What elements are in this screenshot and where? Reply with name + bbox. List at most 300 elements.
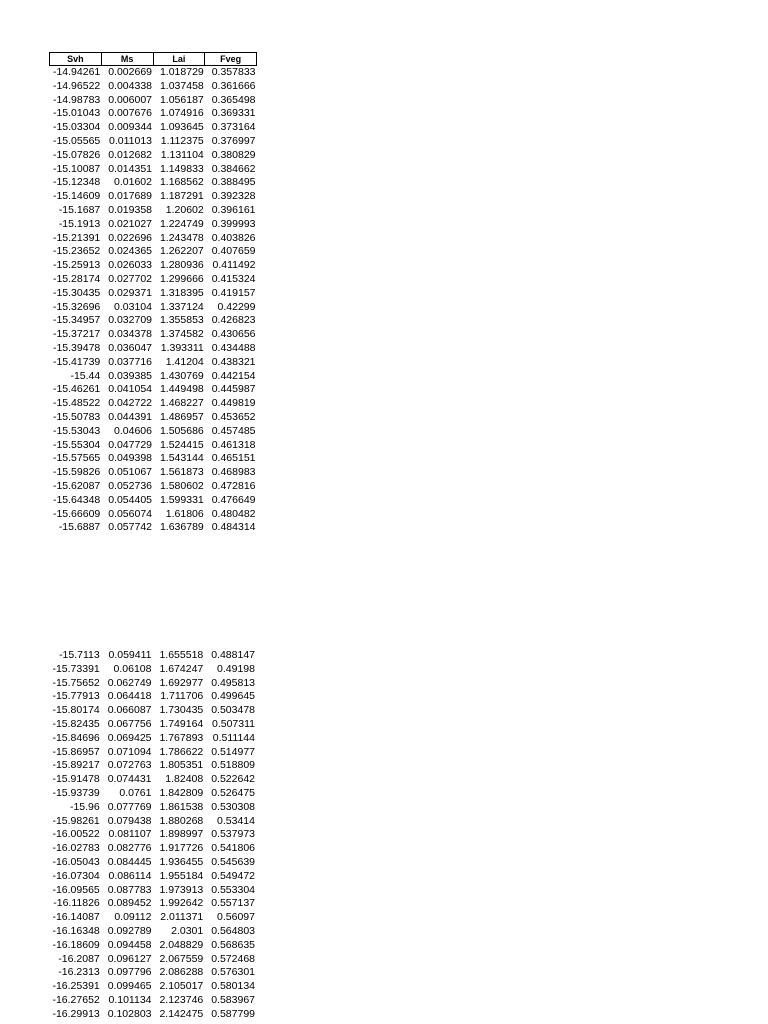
cell-svh[interactable]: -15.89217 [52, 759, 100, 772]
cell-lai[interactable]: 1.318395 [159, 286, 204, 299]
cell-svh[interactable]: -15.53043 [52, 424, 101, 437]
cell-lai[interactable]: 1.842809 [159, 787, 204, 800]
table-row [50, 259, 257, 273]
cell-fveg[interactable]: 0.461318 [211, 438, 256, 451]
cell-lai[interactable]: 2.123746 [159, 994, 204, 1007]
cell-lai[interactable]: 1.149833 [159, 162, 204, 175]
cell-lai[interactable]: 2.067559 [159, 952, 204, 965]
cell-ms[interactable]: 0.032709 [108, 314, 152, 327]
cell-fveg[interactable]: 0.419157 [211, 286, 256, 299]
cell-lai[interactable]: 1.168562 [159, 176, 204, 189]
column-header-svh[interactable]: Svh [50, 53, 102, 66]
table-row [49, 704, 256, 718]
cell-fveg[interactable]: 0.403826 [211, 231, 256, 244]
cell-lai[interactable]: 1.655518 [159, 649, 204, 662]
cell-lai[interactable]: 1.898997 [159, 828, 204, 841]
cell-lai[interactable]: 1.468227 [159, 397, 204, 410]
table-row [49, 897, 256, 911]
cell-lai[interactable]: 1.880268 [159, 814, 204, 827]
cell-svh[interactable]: -15.77913 [52, 690, 100, 703]
cell-ms[interactable]: 0.092789 [107, 925, 152, 938]
data-table-top [49, 52, 257, 535]
table-row [49, 842, 256, 856]
table-row [50, 425, 257, 439]
cell-ms[interactable]: 0.002669 [108, 66, 152, 78]
cell-lai[interactable]: 2.048829 [159, 938, 204, 951]
cell-ms[interactable]: 0.014351 [108, 162, 152, 175]
cell-lai[interactable]: 1.131104 [160, 148, 204, 161]
cell-svh[interactable]: -16.02783 [52, 842, 100, 855]
cell-ms[interactable]: 0.077769 [107, 800, 152, 813]
cell-svh[interactable]: -15.44 [70, 369, 101, 382]
cell-fveg[interactable]: 0.369331 [211, 107, 256, 120]
cell-fveg[interactable]: 0.514977 [211, 745, 255, 758]
cell-svh[interactable]: -15.21391 [52, 231, 101, 244]
cell-lai[interactable]: 1.449498 [159, 383, 204, 396]
cell-ms[interactable]: 0.021027 [108, 217, 152, 230]
cell-lai[interactable]: 1.973913 [159, 883, 204, 896]
cell-lai[interactable]: 1.992642 [159, 897, 204, 910]
cell-ms[interactable]: 0.072763 [107, 759, 152, 772]
cell-ms[interactable]: 0.062749 [107, 676, 152, 689]
cell-fveg[interactable]: 0.468983 [211, 466, 256, 479]
cell-svh[interactable]: -15.7113 [59, 649, 100, 662]
cell-svh[interactable]: -15.84696 [52, 731, 100, 744]
cell-svh[interactable]: -15.55304 [52, 438, 101, 451]
cell-svh[interactable]: -15.82435 [52, 718, 100, 731]
cell-svh[interactable]: -15.6887 [58, 521, 101, 534]
table-row [49, 649, 256, 663]
cell-svh[interactable]: -15.46261 [52, 383, 101, 396]
data-table-bottom [49, 649, 256, 1022]
cell-fveg[interactable]: 0.495813 [211, 676, 255, 689]
table-row [49, 773, 256, 787]
table-row [50, 342, 257, 356]
cell-svh[interactable]: -15.05565 [52, 134, 101, 147]
table-row [49, 980, 256, 994]
table-row [50, 135, 257, 149]
cell-fveg[interactable]: 0.442154 [211, 369, 256, 382]
cell-fveg[interactable]: 0.583967 [211, 994, 255, 1007]
cell-lai[interactable]: 1.805351 [159, 759, 204, 772]
cell-lai[interactable]: 1.767893 [159, 731, 204, 744]
cell-svh[interactable]: -15.32696 [52, 300, 101, 313]
table-body-top [50, 66, 257, 536]
cell-fveg[interactable]: 0.541806 [211, 842, 255, 855]
cell-svh[interactable]: -15.01043 [52, 107, 101, 120]
cell-ms[interactable]: 0.041054 [108, 383, 152, 396]
cell-svh[interactable]: -16.27652 [52, 994, 100, 1007]
cell-fveg[interactable]: 0.392328 [211, 190, 256, 203]
cell-fveg[interactable]: 0.361666 [211, 79, 256, 92]
table-row [50, 204, 257, 218]
cell-fveg[interactable]: 0.572468 [211, 952, 255, 965]
cell-lai[interactable]: 1.692977 [159, 676, 204, 689]
cell-fveg[interactable]: 0.576301 [211, 966, 255, 979]
cell-ms[interactable]: 0.09112 [114, 911, 152, 924]
cell-lai[interactable]: 2.142475 [159, 1007, 204, 1020]
cell-lai[interactable]: 1.61806 [165, 507, 204, 520]
cell-ms[interactable]: 0.052736 [108, 479, 152, 492]
cell-svh[interactable]: -15.39478 [52, 341, 101, 354]
table-row [49, 856, 256, 870]
cell-svh[interactable]: -16.25391 [52, 980, 100, 993]
cell-fveg[interactable]: 0.426823 [211, 314, 256, 327]
cell-svh[interactable]: -14.98783 [52, 93, 101, 106]
cell-svh[interactable]: -15.57565 [52, 452, 101, 465]
table-row [50, 176, 257, 190]
cell-fveg[interactable]: 0.415324 [211, 272, 256, 285]
cell-svh[interactable]: -16.14087 [52, 911, 100, 924]
cell-svh[interactable]: -15.73391 [52, 662, 100, 675]
cell-lai[interactable]: 2.0301 [171, 925, 204, 938]
cell-svh[interactable]: -16.07304 [52, 869, 100, 882]
cell-lai[interactable]: 1.224749 [159, 217, 204, 230]
table-row [49, 815, 256, 829]
cell-ms[interactable]: 0.009344 [108, 121, 152, 134]
page-gap [49, 535, 256, 649]
cell-fveg[interactable]: 0.557137 [211, 897, 255, 910]
cell-svh[interactable]: -15.80174 [52, 704, 100, 717]
cell-lai[interactable]: 1.861538 [159, 800, 204, 813]
cell-fveg[interactable]: 0.465151 [211, 452, 256, 465]
cell-ms[interactable]: 0.044391 [108, 410, 152, 423]
cell-ms[interactable]: 0.079438 [107, 814, 152, 827]
cell-lai[interactable]: 1.430769 [159, 369, 204, 382]
cell-fveg[interactable]: 0.438321 [211, 355, 256, 368]
cell-fveg[interactable]: 0.407659 [211, 245, 256, 258]
cell-lai[interactable]: 1.299666 [159, 272, 204, 285]
cell-ms[interactable]: 0.051067 [108, 466, 152, 479]
cell-fveg[interactable]: 0.373164 [211, 121, 256, 134]
table-row [50, 411, 257, 425]
cell-ms[interactable]: 0.037716 [108, 355, 152, 368]
cell-svh[interactable]: -15.07826 [52, 148, 101, 161]
table-row [50, 163, 257, 177]
cell-ms[interactable]: 0.057742 [108, 521, 152, 534]
cell-fveg[interactable]: 0.42299 [217, 300, 256, 313]
cell-lai[interactable]: 1.056187 [159, 93, 204, 106]
cell-svh[interactable]: -14.94261 [52, 66, 101, 78]
table-body-bottom [49, 649, 256, 1022]
cell-lai[interactable]: 1.524415 [159, 438, 204, 451]
cell-svh[interactable]: -15.59826 [52, 466, 101, 479]
cell-ms[interactable]: 0.027702 [108, 272, 152, 285]
cell-ms[interactable]: 0.011013 [108, 134, 152, 147]
cell-fveg[interactable]: 0.476649 [211, 493, 256, 506]
cell-fveg[interactable]: 0.503478 [211, 704, 255, 717]
cell-fveg[interactable]: 0.568635 [211, 938, 255, 951]
cell-ms[interactable]: 0.004338 [108, 79, 152, 92]
cell-svh[interactable]: -15.25913 [52, 259, 101, 272]
cell-svh[interactable]: -16.29913 [52, 1007, 100, 1020]
cell-lai[interactable]: 1.41204 [165, 355, 204, 368]
cell-svh[interactable]: -15.34957 [52, 314, 101, 327]
cell-fveg[interactable]: 0.380829 [211, 148, 256, 161]
cell-ms[interactable]: 0.012682 [108, 148, 152, 161]
cell-ms[interactable]: 0.082776 [107, 842, 152, 855]
cell-ms[interactable]: 0.024365 [108, 245, 152, 258]
cell-svh[interactable]: -15.12348 [52, 176, 101, 189]
cell-fveg[interactable]: 0.545639 [211, 856, 255, 869]
cell-lai[interactable]: 1.374582 [159, 328, 204, 341]
cell-lai[interactable]: 1.187291 [159, 190, 204, 203]
cell-svh[interactable]: -15.66609 [52, 507, 101, 520]
cell-fveg[interactable]: 0.388495 [211, 176, 256, 189]
cell-fveg[interactable]: 0.580134 [211, 980, 255, 993]
cell-svh[interactable]: -15.30435 [52, 286, 101, 299]
cell-lai[interactable]: 1.674247 [159, 662, 204, 675]
cell-ms[interactable]: 0.042722 [108, 397, 152, 410]
cell-lai[interactable]: 1.936455 [159, 856, 204, 869]
spreadsheet-page [49, 52, 256, 1022]
cell-fveg[interactable]: 0.53414 [217, 814, 255, 827]
table-row [49, 994, 256, 1008]
cell-fveg[interactable]: 0.488147 [211, 649, 255, 662]
cell-ms[interactable]: 0.036047 [108, 341, 152, 354]
table-row [50, 383, 257, 397]
table-row [50, 480, 257, 494]
cell-ms[interactable]: 0.039385 [108, 369, 152, 382]
table-row [49, 787, 256, 801]
cell-svh[interactable]: -15.86957 [52, 745, 100, 758]
cell-fveg[interactable]: 0.365498 [211, 93, 256, 106]
cell-svh[interactable]: -15.48522 [52, 397, 101, 410]
cell-svh[interactable]: -15.64348 [52, 493, 101, 506]
cell-lai[interactable]: 1.355853 [159, 314, 204, 327]
cell-lai[interactable]: 1.730435 [159, 704, 204, 717]
cell-ms[interactable]: 0.064418 [107, 690, 152, 703]
table-row [50, 121, 257, 135]
cell-lai[interactable]: 1.505686 [159, 424, 204, 437]
cell-fveg[interactable]: 0.384662 [211, 162, 256, 175]
cell-fveg[interactable]: 0.49198 [217, 662, 255, 675]
cell-lai[interactable]: 1.917726 [159, 842, 204, 855]
cell-ms[interactable]: 0.017689 [108, 190, 152, 203]
cell-lai[interactable]: 2.086288 [159, 966, 204, 979]
cell-lai[interactable]: 1.074916 [159, 107, 204, 120]
cell-ms[interactable]: 0.026033 [108, 259, 152, 272]
cell-svh[interactable]: -16.2313 [58, 966, 100, 979]
cell-fveg[interactable]: 0.399993 [211, 217, 256, 230]
table-row [50, 301, 257, 315]
cell-svh[interactable]: -15.28174 [52, 272, 101, 285]
table-row [50, 80, 257, 94]
cell-svh[interactable]: -14.96522 [52, 79, 101, 92]
cell-lai[interactable]: 1.561873 [159, 466, 204, 479]
cell-ms[interactable]: 0.094458 [107, 938, 152, 951]
cell-fveg[interactable]: 0.434488 [211, 341, 256, 354]
column-header-lai[interactable]: Lai [153, 53, 205, 66]
cell-ms[interactable]: 0.071094 [107, 745, 152, 758]
cell-fveg[interactable]: 0.457485 [211, 424, 256, 437]
cell-ms[interactable]: 0.084445 [107, 856, 152, 869]
cell-svh[interactable]: -15.93739 [52, 787, 100, 800]
cell-svh[interactable]: -15.98261 [52, 814, 100, 827]
cell-ms[interactable]: 0.059411 [108, 649, 152, 662]
cell-lai[interactable]: 1.018729 [159, 66, 204, 78]
cell-ms[interactable]: 0.086114 [108, 869, 152, 882]
cell-lai[interactable]: 1.599331 [159, 493, 204, 506]
cell-lai[interactable]: 1.20602 [165, 203, 204, 216]
table-row [49, 677, 256, 691]
table-row [49, 1008, 256, 1022]
cell-ms[interactable]: 0.0761 [119, 787, 152, 800]
cell-fveg[interactable]: 0.430656 [211, 328, 256, 341]
table-row [49, 828, 256, 842]
table-row [49, 884, 256, 898]
table-row [49, 870, 256, 884]
cell-ms[interactable]: 0.099465 [107, 980, 152, 993]
cell-svh[interactable]: -16.05043 [52, 856, 100, 869]
cell-ms[interactable]: 0.056074 [108, 507, 152, 520]
cell-ms[interactable]: 0.007676 [108, 107, 152, 120]
cell-lai[interactable]: 1.580602 [159, 479, 204, 492]
cell-lai[interactable]: 1.749164 [159, 718, 204, 731]
table-row [50, 494, 257, 508]
cell-lai[interactable]: 1.82408 [165, 773, 204, 786]
cell-fveg[interactable]: 0.376997 [211, 134, 256, 147]
cell-lai[interactable]: 1.243478 [159, 231, 204, 244]
cell-lai[interactable]: 1.093645 [159, 121, 204, 134]
cell-ms[interactable]: 0.006007 [108, 93, 152, 106]
cell-lai[interactable]: 2.011371 [160, 911, 204, 924]
cell-ms[interactable]: 0.097796 [107, 966, 152, 979]
table-row [49, 718, 256, 732]
cell-fveg[interactable]: 0.522642 [211, 773, 255, 786]
cell-svh[interactable]: -15.50783 [52, 410, 101, 423]
cell-lai[interactable]: 1.112375 [160, 134, 204, 147]
cell-svh[interactable]: -15.23652 [52, 245, 101, 258]
cell-fveg[interactable]: 0.549472 [211, 869, 255, 882]
cell-fveg[interactable]: 0.56097 [217, 911, 255, 924]
table-row [49, 746, 256, 760]
cell-fveg[interactable]: 0.480482 [211, 507, 256, 520]
cell-lai[interactable]: 1.636789 [159, 521, 204, 534]
cell-lai[interactable]: 1.280936 [159, 259, 204, 272]
cell-lai[interactable]: 1.786622 [159, 745, 204, 758]
cell-svh[interactable]: -16.00522 [52, 828, 100, 841]
cell-fveg[interactable]: 0.449819 [211, 397, 256, 410]
cell-svh[interactable]: -15.91478 [52, 773, 100, 786]
cell-svh[interactable]: -15.1913 [58, 217, 101, 230]
column-header-ms[interactable]: Ms [101, 53, 153, 66]
column-header-fveg[interactable]: Fveg [205, 53, 257, 66]
cell-fveg[interactable]: 0.453652 [211, 410, 256, 423]
cell-lai[interactable]: 1.337124 [159, 300, 204, 313]
table-row [50, 66, 257, 80]
table-row [50, 370, 257, 384]
cell-ms[interactable]: 0.022696 [108, 231, 152, 244]
cell-fveg[interactable]: 0.411492 [212, 259, 256, 272]
cell-lai[interactable]: 1.393311 [160, 341, 204, 354]
table-row [50, 328, 257, 342]
cell-lai[interactable]: 1.037458 [159, 79, 204, 92]
cell-ms[interactable]: 0.01602 [114, 176, 152, 189]
cell-ms[interactable]: 0.096127 [107, 952, 152, 965]
cell-fveg[interactable]: 0.553304 [211, 883, 255, 896]
cell-lai[interactable]: 1.262207 [159, 245, 204, 258]
cell-ms[interactable]: 0.06108 [113, 662, 152, 675]
cell-svh[interactable]: -16.09565 [52, 883, 100, 896]
cell-fveg[interactable]: 0.518809 [211, 759, 255, 772]
cell-fveg[interactable]: 0.530308 [211, 800, 255, 813]
cell-lai[interactable]: 1.711706 [160, 690, 204, 703]
cell-lai[interactable]: 1.486957 [159, 410, 204, 423]
cell-svh[interactable]: -16.11826 [53, 897, 100, 910]
table-row [50, 107, 257, 121]
header-row [50, 53, 257, 66]
cell-svh[interactable]: -15.03304 [52, 121, 101, 134]
table-row [49, 663, 256, 677]
cell-ms[interactable]: 0.081107 [108, 828, 152, 841]
table-row [50, 232, 257, 246]
cell-ms[interactable]: 0.089452 [107, 897, 152, 910]
table-row [49, 759, 256, 773]
cell-ms[interactable]: 0.049398 [108, 452, 152, 465]
table-row [49, 690, 256, 704]
cell-fveg[interactable]: 0.587799 [211, 1007, 255, 1020]
cell-ms[interactable]: 0.087783 [107, 883, 152, 896]
cell-fveg[interactable]: 0.507311 [211, 718, 255, 731]
cell-lai[interactable]: 1.955184 [159, 869, 204, 882]
cell-fveg[interactable]: 0.564803 [211, 925, 255, 938]
cell-ms[interactable]: 0.029371 [108, 286, 152, 299]
cell-fveg[interactable]: 0.499645 [211, 690, 255, 703]
cell-svh[interactable]: -16.2087 [58, 952, 100, 965]
table-row [50, 190, 257, 204]
cell-svh[interactable]: -15.1687 [58, 203, 101, 216]
cell-svh[interactable]: -15.14609 [52, 190, 101, 203]
cell-svh[interactable]: -15.41739 [52, 355, 101, 368]
cell-svh[interactable]: -16.16348 [52, 925, 100, 938]
cell-ms[interactable]: 0.102803 [107, 1007, 152, 1020]
cell-ms[interactable]: 0.067756 [107, 718, 152, 731]
cell-svh[interactable]: -15.62087 [52, 479, 101, 492]
cell-lai[interactable]: 1.543144 [159, 452, 204, 465]
cell-ms[interactable]: 0.101134 [108, 994, 152, 1007]
cell-ms[interactable]: 0.074431 [107, 773, 152, 786]
cell-ms[interactable]: 0.066087 [107, 704, 152, 717]
table-row [50, 356, 257, 370]
cell-fveg[interactable]: 0.484314 [211, 521, 256, 534]
cell-fveg[interactable]: 0.537973 [211, 828, 255, 841]
cell-svh[interactable]: -16.18609 [52, 938, 100, 951]
cell-lai[interactable]: 2.105017 [159, 980, 204, 993]
cell-ms[interactable]: 0.069425 [107, 731, 152, 744]
cell-svh[interactable]: -15.10087 [52, 162, 101, 175]
cell-fveg[interactable]: 0.357833 [211, 66, 256, 78]
cell-svh[interactable]: -15.75652 [52, 676, 100, 689]
cell-ms[interactable]: 0.034378 [108, 328, 152, 341]
cell-ms[interactable]: 0.054405 [108, 493, 152, 506]
table-row [50, 245, 257, 259]
cell-fveg[interactable]: 0.472816 [211, 479, 256, 492]
table-row [50, 397, 257, 411]
cell-fveg[interactable]: 0.445987 [211, 383, 256, 396]
cell-ms[interactable]: 0.04606 [114, 424, 152, 437]
cell-svh[interactable]: -15.96 [69, 800, 100, 813]
cell-ms[interactable]: 0.019358 [108, 203, 152, 216]
cell-ms[interactable]: 0.03104 [114, 300, 152, 313]
cell-fveg[interactable]: 0.511144 [212, 731, 255, 744]
cell-ms[interactable]: 0.047729 [108, 438, 152, 451]
cell-svh[interactable]: -15.37217 [52, 328, 101, 341]
table-row [49, 925, 256, 939]
cell-fveg[interactable]: 0.396161 [211, 203, 256, 216]
table-row [49, 939, 256, 953]
cell-fveg[interactable]: 0.526475 [211, 787, 255, 800]
